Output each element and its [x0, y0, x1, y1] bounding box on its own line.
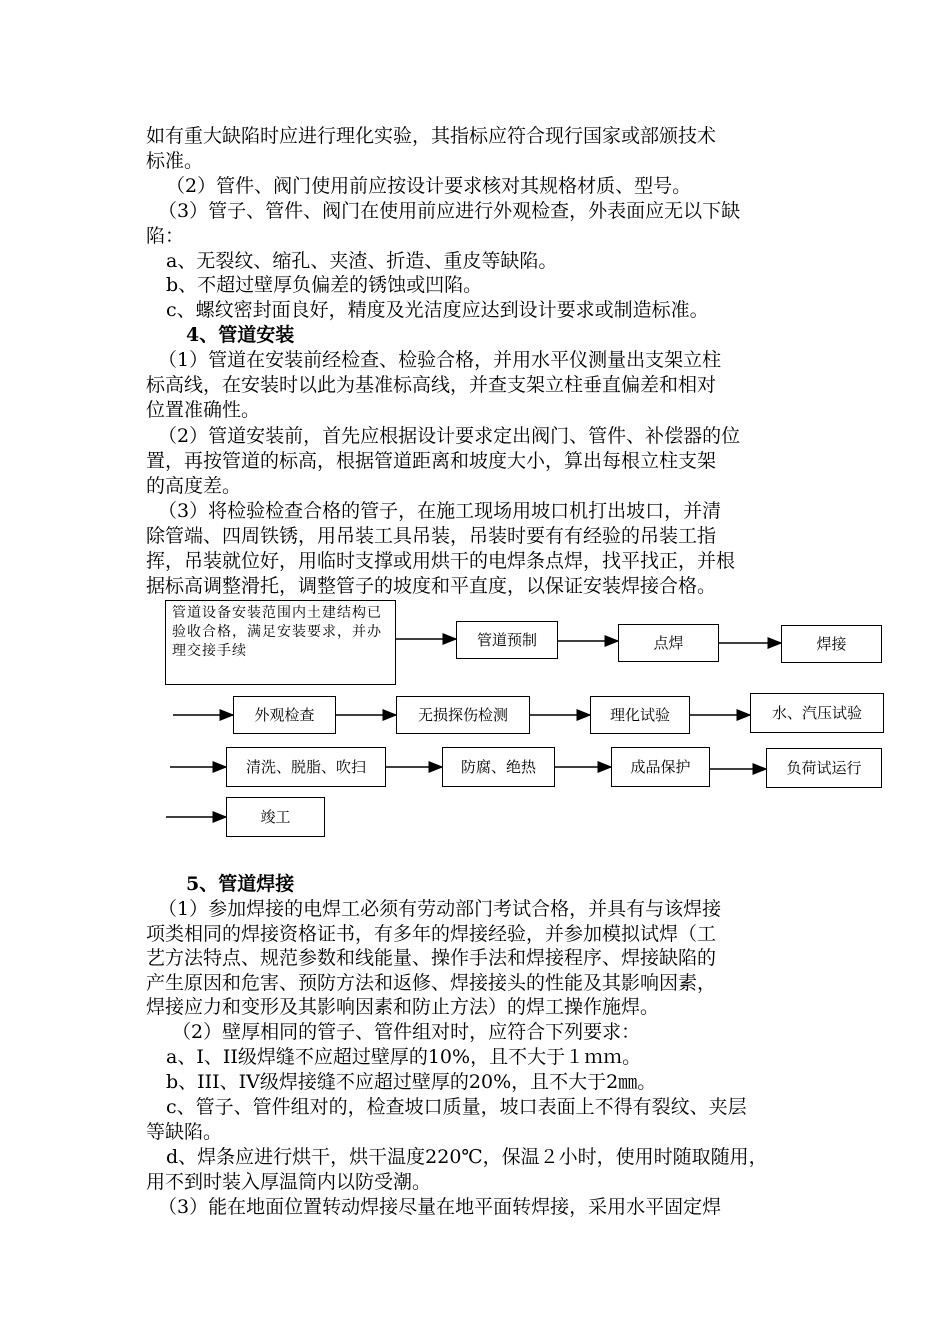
text-line: 陷： — [146, 225, 185, 247]
text-line: c、管子、管件组对的，检查坡口质量，坡口表面上不得有裂纹、夹层 — [166, 1096, 747, 1118]
text-line: 如有重大缺陷时应进行理化实验，其指标应符合现行国家或部颁技术 — [146, 125, 717, 147]
flow-step-box: 成品保护 — [611, 747, 710, 787]
text-line: 用不到时装入厚温筒内以防受潮。 — [146, 1171, 432, 1193]
flow-start-box: 管道设备安装范围内土建结构已验收合格，满足安装要求，并办理交接手续 — [165, 600, 396, 685]
flow-step-box: 负荷试运行 — [766, 748, 882, 788]
flow-step-box: 清洗、脱脂、吹扫 — [226, 747, 386, 787]
text-line: b、III、IV级焊接缝不应超过壁厚的20%，且不大于2㎜。 — [166, 1071, 657, 1093]
text-line: 除管端、四周铁锈，用吊装工具吊装，吊装时要有有经验的吊装工指 — [146, 525, 717, 547]
text-line: 据标高调整滑托，调整管子的坡度和平直度，以保证安装焊接合格。 — [146, 575, 717, 597]
section-heading: 4、管道安装 — [186, 324, 295, 346]
text-line: 挥，吊装就位好，用临时支撑或用烘干的电焊条点焊，找平找正，并根 — [146, 550, 736, 572]
text-line: （3）将检验检查合格的管子，在施工现场用坡口机打出坡口，并清 — [158, 500, 722, 522]
text-line: c、螺纹密封面良好，精度及光洁度应达到设计要求或制造标准。 — [166, 299, 709, 321]
text-line: a、I、II级焊缝不应超过壁厚的10%，且不大于１ｍｍ。 — [166, 1046, 642, 1068]
text-line: 的高度差。 — [146, 475, 242, 497]
flow-step-box: 竣工 — [226, 797, 325, 837]
text-line: 等缺陷。 — [146, 1121, 223, 1143]
text-line: 产生原因和危害、预防方法和返修、焊接接头的性能及其影响因素， — [146, 972, 717, 994]
text-line: a、无裂纹、缩孔、夹渣、折造、重皮等缺陷。 — [166, 250, 558, 272]
text-line: 标准。 — [146, 150, 204, 172]
text-line: d、焊条应进行烘干，烘干温度220℃，保温２小时，使用时随取随用， — [166, 1146, 768, 1168]
flow-step-box: 焊接 — [781, 625, 882, 663]
section-heading: 5、管道焊接 — [186, 873, 295, 895]
text-line: （2）壁厚相同的管子、管件组对时，应符合下列要求： — [172, 1021, 641, 1043]
text-line: （2）管道安装前，首先应根据设计要求定出阀门、管件、补偿器的位 — [158, 425, 741, 447]
text-line: （3）能在地面位置转动焊接尽量在地平面转焊接，采用水平固定焊 — [158, 1196, 722, 1218]
flow-step-box: 管道预制 — [456, 621, 558, 659]
text-line: 置，再按管道的标高，根据管道距离和坡度大小，算出每根立柱支架 — [146, 450, 717, 472]
text-line: （1）参加焊接的电焊工必须有劳动部门考试合格，并具有与该焊接 — [158, 898, 722, 920]
text-line: （1）管道在安装前经检查、检验合格，并用水平仪测量出支架立柱 — [158, 349, 722, 371]
flow-step-box: 防腐、绝热 — [442, 747, 555, 787]
flow-step-box: 理化试验 — [590, 696, 690, 734]
flow-step-box: 无损探伤检测 — [396, 696, 530, 734]
text-line: b、不超过壁厚负偏差的锈蚀或凹陷。 — [166, 274, 483, 296]
text-line: 位置准确性。 — [146, 399, 261, 421]
text-line: （3）管子、管件、阀门在使用前应进行外观检查，外表面应无以下缺 — [158, 200, 741, 222]
text-line: 项类相同的焊接资格证书，有多年的焊接经验，并参加模拟试焊（工 — [146, 923, 717, 945]
text-line: （2）管件、阀门使用前应按设计要求核对其规格材质、型号。 — [166, 175, 692, 197]
text-line: 焊接应力和变形及其影响因素和防止方法）的焊工操作施焊。 — [146, 996, 660, 1018]
flow-step-box: 点焊 — [618, 624, 719, 662]
flow-step-box: 外观检查 — [233, 696, 336, 734]
text-line: 艺方法特点、规范参数和线能量、操作手法和焊接程序、焊接缺陷的 — [146, 947, 717, 969]
text-line: 标高线，在安装时以此为基准标高线，并查支架立柱垂直偏差和相对 — [146, 374, 717, 396]
flow-step-box: 水、汽压试验 — [750, 693, 884, 733]
